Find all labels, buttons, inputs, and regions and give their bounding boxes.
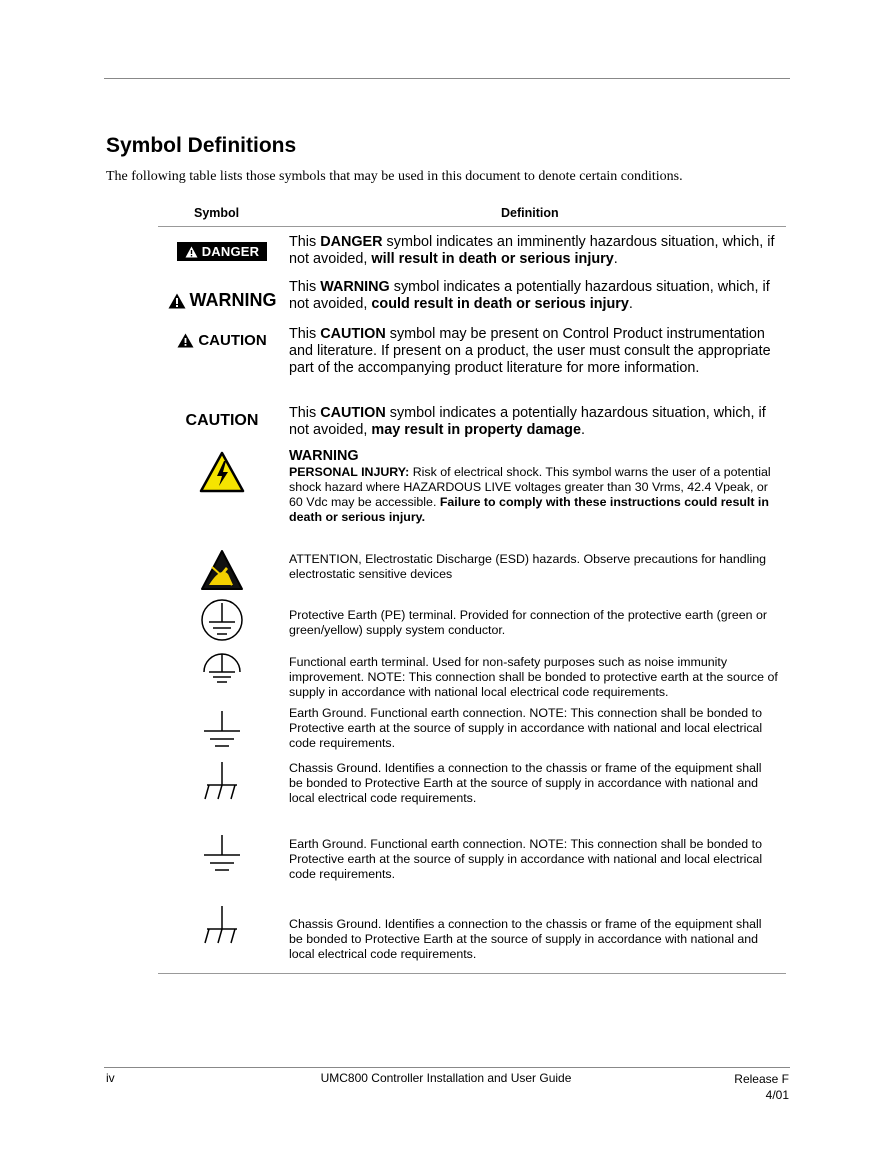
table-row <box>158 759 786 831</box>
definition <box>289 831 778 882</box>
definition-text: Earth Ground. Functional earth connection. NOTE: This connection shall be bonded to Protective earth at the source of supply in accordance with national and local electrical code requirements. <box>289 706 763 750</box>
esd-icon <box>158 549 286 591</box>
definition-bold: CAUTION <box>320 326 386 342</box>
chassis-ground-icon <box>158 761 286 803</box>
definition <box>289 899 778 962</box>
chassis-ground-icon <box>158 905 286 947</box>
definition-text: Chassis Ground. Identifies a connection to the chassis or frame of the equipment shall be bonded to Protective Earth at the source of supply in accordance with national and local electrical code requirements. <box>289 761 762 805</box>
definition-text: This <box>289 234 321 250</box>
definition-bold: Failure to comply with these instructions could result in death or serious injury. <box>289 495 769 524</box>
definition <box>289 273 778 313</box>
definition-bold: may result in property damage <box>371 422 581 438</box>
definition-text: This <box>289 405 321 421</box>
intro-text: The following table lists those symbols that may be used in this document to denote certain conditions. <box>106 169 683 184</box>
definition-bold: will result in death or serious injury <box>371 251 614 267</box>
table-row <box>158 320 786 400</box>
footer-rule <box>104 1067 790 1068</box>
definition-bold: could result in death or serious injury <box>371 296 629 312</box>
definition-text: symbol indicates a potentially hazardous situation, which, if not avoided, <box>289 405 766 438</box>
table-row <box>158 538 786 596</box>
electrical-shock-icon <box>158 451 286 493</box>
header-rule <box>104 78 790 79</box>
definition <box>289 400 778 439</box>
warning-label: WARNING <box>189 290 277 310</box>
definition-text: Earth Ground. Functional earth connection. NOTE: This connection shall be bonded to Protective earth at the source of supply in accordance with national and local electrical code requirements. <box>289 837 763 881</box>
footer-release <box>734 1071 789 1103</box>
definition <box>289 538 778 582</box>
definition <box>289 320 778 377</box>
definition-text: symbol may be present on Control Product instrumentation and literature. If present on a product, the user must consult the appropriate part of the accompanying product literature for more information. <box>289 326 771 376</box>
definition-text: Functional earth terminal. Used for non-safety purposes such as noise immunity improvement. NOTE: This connection shall be bonded to protective earth at the source of supply in accordance with national local electrical code requirements. <box>289 655 778 699</box>
table-row <box>158 899 786 974</box>
col-header-symbol: Symbol <box>194 206 240 220</box>
definition-text: . <box>613 251 618 267</box>
table-row <box>158 648 786 703</box>
warning-sign-icon <box>158 290 286 311</box>
definition-text: Risk of electrical shock. This symbol warns the user of a potential shock hazard where HAZARDOUS LIVE voltages greater than 30 Vrms, 42.4 Vpeak, or 60 Vdc may be accessible. <box>289 465 771 509</box>
caution-sign-icon <box>158 332 286 349</box>
definition-text: . <box>580 422 585 438</box>
earth-ground-icon <box>158 833 286 873</box>
definition-text: Protective Earth (PE) terminal. Provided for connection of the protective earth (green or green/yellow) supply system conductor. <box>289 608 767 637</box>
definition-text: symbol indicates an imminently hazardous situation, which, if not avoided, <box>289 234 775 267</box>
danger-label: DANGER <box>201 244 260 259</box>
definition <box>289 703 778 751</box>
definition-bold: WARNING <box>320 279 390 295</box>
definition-text: This <box>289 279 321 295</box>
table-row <box>158 703 786 759</box>
definition-text: Chassis Ground. Identifies a connection to the chassis or frame of the equipment shall be bonded to Protective Earth at the source of supply in accordance with national and local electrical code requirements. <box>289 917 762 961</box>
footer-date: 4/01 <box>765 1088 789 1102</box>
definition <box>289 648 778 700</box>
definition-text: This <box>289 326 321 342</box>
definition <box>289 447 778 525</box>
table-row <box>158 596 786 648</box>
definition-bold: DANGER <box>320 234 383 250</box>
col-header-definition: Definition <box>501 206 559 220</box>
footer-doc-title: UMC800 Controller Installation and User Guide <box>320 1071 572 1085</box>
page-title: Symbol Definitions <box>106 134 297 157</box>
footer-release-label: Release F <box>734 1072 789 1086</box>
earth-ground-icon <box>158 709 286 749</box>
protective-earth-icon <box>158 598 286 642</box>
definition <box>289 596 778 638</box>
symbol-table <box>158 200 786 974</box>
table-row <box>158 831 786 899</box>
caution-label: CAUTION <box>185 412 259 429</box>
definition-bold: CAUTION <box>320 405 386 421</box>
definition-text: . <box>628 296 633 312</box>
table-row <box>158 447 786 538</box>
danger-sign-icon <box>158 242 286 261</box>
definition-text: ATTENTION, Electrostatic Discharge (ESD) hazards. Observe precautions for handling electrostatic sensitive devices <box>289 552 766 581</box>
table-header <box>158 200 786 227</box>
table-row <box>158 400 786 447</box>
definition-bold: PERSONAL INJURY: <box>289 465 410 479</box>
table-row <box>158 273 786 320</box>
definition-text: symbol indicates a potentially hazardous situation, which, if not avoided, <box>289 279 770 312</box>
functional-earth-icon <box>158 652 286 686</box>
definition <box>289 759 778 806</box>
caution-label: CAUTION <box>198 332 267 349</box>
definition-heading: WARNING <box>289 448 359 464</box>
definition <box>289 227 778 268</box>
caution-text-sign-icon <box>158 412 286 430</box>
table-row <box>158 227 786 273</box>
footer-page-number: iv <box>106 1071 115 1085</box>
